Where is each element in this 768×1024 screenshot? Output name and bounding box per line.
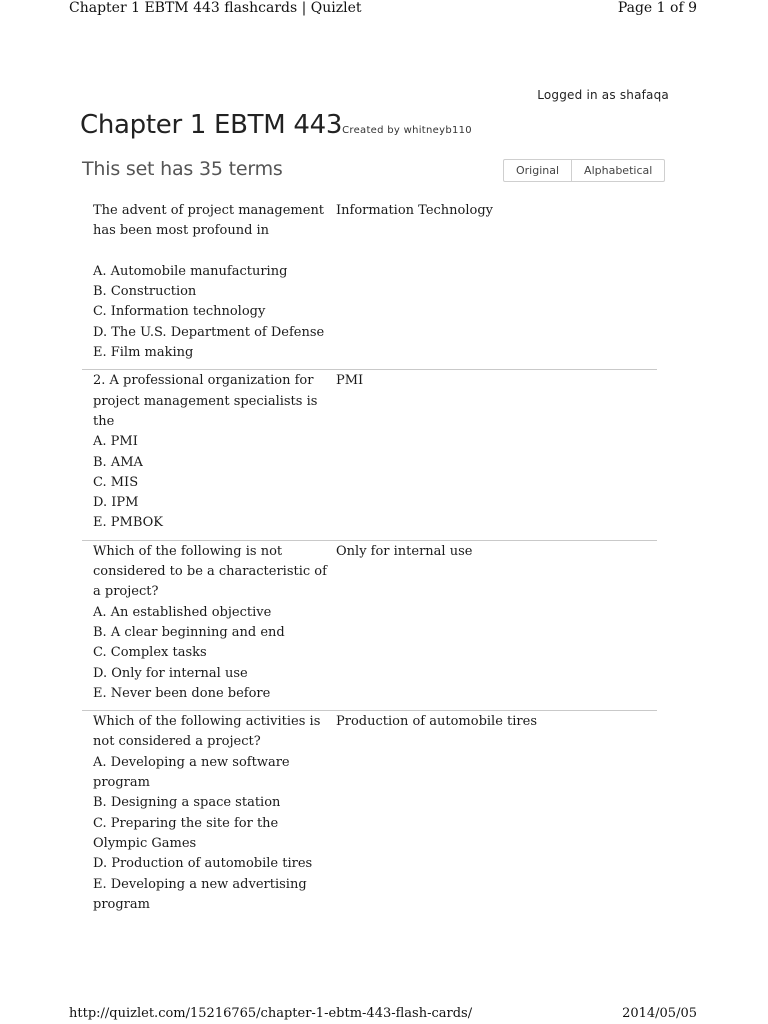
print-url: http://quizlet.com/15216765/chapter-1-ebtm-443-flash-cards/: [69, 1006, 473, 1021]
set-title: Chapter 1 EBTM 443: [80, 110, 343, 140]
print-header: [69, 0, 697, 20]
term-answer: Information Technology: [336, 203, 494, 218]
terms-list: [82, 200, 657, 921]
term-question: The advent of project management has been most profound in A. Automobile manufacturing B. Construction C. Information technology D. The U.S. Department of Defense E. Film making: [93, 203, 325, 361]
term-row: [82, 370, 657, 540]
print-footer: [69, 1006, 697, 1024]
term-row: [82, 541, 657, 711]
set-creator[interactable]: Created by whitneyb110: [342, 125, 472, 136]
set-header: [80, 110, 472, 140]
term-row: [82, 200, 657, 370]
print-date: 2014/05/05: [622, 1006, 697, 1021]
term-answer: Only for internal use: [336, 543, 473, 559]
login-status[interactable]: Logged in as shafaqa: [537, 88, 669, 102]
print-doc-title: Chapter 1 EBTM 443 flashcards | Quizlet: [69, 0, 362, 16]
sort-toggle: [503, 159, 665, 182]
print-page-number: Page 1 of 9: [617, 0, 697, 16]
term-question: Which of the following activities is not considered a project? A. Developing a new software program B. Designing a space station C. Preparing the site for the Olympic Games D. Production of automobile tires E. Developing a new advertising program: [93, 714, 321, 912]
term-count: This set has 35 terms: [82, 158, 283, 180]
sort-original-button[interactable]: Original: [516, 164, 560, 177]
term-question: Which of the following is not considered to be a characteristic of a project? A. An established objective B. A clear beginning and end C. Complex tasks D. Only for internal use E. Never been done before: [93, 543, 327, 701]
term-answer: PMI: [336, 373, 364, 389]
term-question: 2. A professional organization for project management specialists is the A. PMI B. AMA C. MIS D. IPM E. PMBOK: [93, 373, 318, 531]
term-answer: Production of automobile tires: [336, 714, 537, 730]
term-row: [82, 711, 657, 921]
sort-alphabetical-button[interactable]: Alphabetical: [571, 160, 664, 181]
